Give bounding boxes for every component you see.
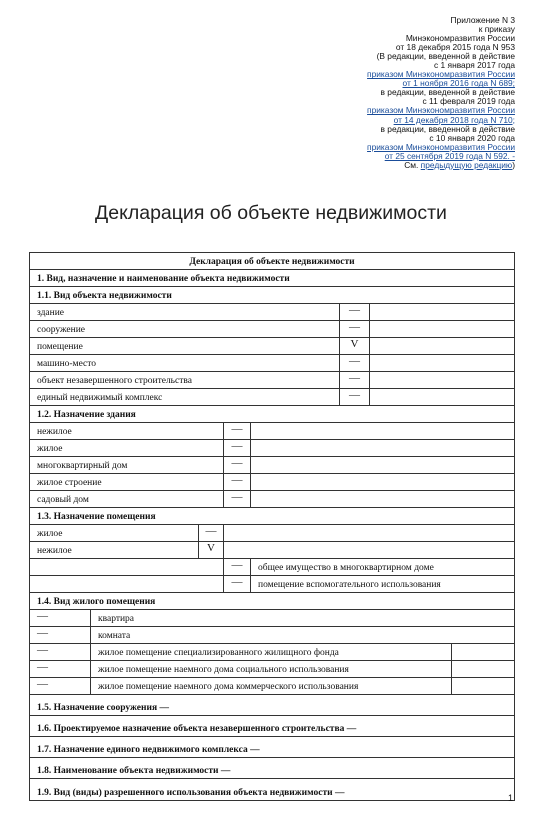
mark-value: — — [349, 372, 360, 384]
mark-cell[interactable] — [223, 423, 250, 439]
empty-cell — [451, 644, 514, 660]
mark-value: V — [350, 338, 359, 350]
empty-cell — [250, 423, 514, 439]
mark-cell[interactable] — [223, 576, 250, 592]
option-label: нежилое — [37, 546, 72, 556]
header-line: (В редакции, введенной в действие — [376, 51, 515, 62]
previous-edition-link[interactable]: предыдущую редакцию — [420, 159, 513, 170]
empty-cell — [223, 542, 514, 558]
empty-cell — [223, 525, 514, 541]
mark-value: — — [205, 525, 217, 537]
option-label: нежилое — [37, 427, 72, 437]
section-row — [30, 270, 514, 287]
option-label: общее имущество в многоквартирном доме — [258, 563, 434, 573]
section-row — [30, 593, 514, 610]
mark-value: — — [231, 576, 243, 588]
mark-value: — — [231, 440, 243, 452]
mark-value: — — [231, 423, 243, 435]
option-label: помещение — [37, 342, 83, 352]
mark-value: — — [37, 644, 48, 656]
order-link[interactable]: от 1 ноября 2016 года N 689; — [402, 78, 515, 89]
mark-value: — — [349, 321, 360, 333]
option-cell — [90, 627, 514, 643]
empty-cell — [369, 304, 514, 320]
section-title: 1.9. Вид (виды) разрешенного использования объекта недвижимости — — [37, 788, 345, 798]
mark-value: — — [349, 389, 360, 401]
table-row — [30, 661, 514, 678]
table-row — [30, 338, 514, 355]
empty-cell — [369, 372, 514, 388]
section-row — [30, 508, 514, 525]
table-row — [30, 423, 514, 440]
section-title: 1.5. Назначение сооружения — — [37, 703, 169, 713]
mark-value: — — [231, 457, 243, 469]
option-label: комната — [98, 631, 131, 641]
header-line: в редакции, введенной в действие — [380, 87, 515, 98]
table-row — [30, 389, 514, 406]
table-row — [30, 542, 514, 559]
table-row — [30, 457, 514, 474]
order-link[interactable]: приказом Минэкономразвития России — [367, 105, 515, 116]
mark-cell[interactable] — [339, 338, 369, 354]
page-title: Декларация об объекте недвижимости — [95, 202, 447, 224]
option-label: сооружение — [37, 325, 86, 335]
mark-cell[interactable] — [223, 491, 250, 507]
table-row — [30, 559, 514, 576]
mark-value: — — [37, 610, 48, 622]
empty-cell — [451, 661, 514, 677]
table-row — [30, 678, 514, 695]
section-title: 1. Вид, назначение и наименование объекта недвижимости — [37, 274, 290, 284]
mark-value: — — [37, 627, 48, 639]
table-title: Декларация об объекте недвижимости — [189, 257, 355, 267]
option-label: объект незавершенного строительства — [37, 376, 192, 386]
option-label: жилое помещение специализированного жилищного фонда — [98, 648, 339, 658]
empty-cell — [250, 491, 514, 507]
section-title: 1.2. Назначение здания — [37, 410, 136, 420]
mark-value: V — [207, 542, 215, 554]
mark-cell[interactable] — [198, 542, 223, 558]
mark-value: — — [231, 491, 243, 503]
empty-cell — [369, 321, 514, 337]
empty-cell — [250, 440, 514, 456]
page-number: 1 — [507, 793, 513, 803]
empty-cell — [250, 457, 514, 473]
mark-value: — — [349, 355, 360, 367]
mark-cell[interactable] — [198, 525, 223, 541]
option-label: единый недвижимый комплекс — [37, 393, 163, 403]
table-row — [30, 491, 514, 508]
option-label: жилое помещение наемного дома коммерческого использования — [98, 682, 359, 692]
mark-cell[interactable] — [223, 457, 250, 473]
option-cell — [90, 644, 451, 660]
section-row — [30, 287, 514, 304]
section-title: 1.3. Назначение помещения — [37, 512, 156, 522]
section-row — [30, 758, 514, 779]
mark-value: — — [37, 661, 48, 673]
option-cell — [90, 678, 451, 694]
section-title: 1.8. Наименование объекта недвижимости — — [37, 766, 231, 776]
header-line: к приказу — [478, 24, 515, 35]
mark-cell[interactable] — [30, 644, 90, 660]
header-line: в редакции, введенной в действие — [380, 123, 515, 134]
mark-cell[interactable] — [30, 678, 90, 694]
sub-option-cell — [250, 576, 514, 592]
table-row — [30, 474, 514, 491]
empty-cell — [369, 355, 514, 371]
option-label: жилое помещение наемного дома социального использования — [98, 665, 349, 675]
section-row — [30, 716, 514, 737]
option-label: машино-место — [37, 359, 97, 369]
mark-cell[interactable] — [30, 627, 90, 643]
table-row — [30, 627, 514, 644]
table-title-row — [30, 253, 514, 270]
sub-option-cell — [250, 559, 514, 575]
mark-cell[interactable] — [339, 372, 369, 388]
option-cell — [90, 610, 514, 626]
mark-value: — — [231, 559, 243, 571]
option-label: жилое строение — [37, 478, 102, 488]
header-line: Приложение N 3 — [450, 15, 515, 25]
section-row — [30, 779, 514, 800]
section-title: 1.7. Назначение единого недвижимого комплекса — — [37, 745, 260, 755]
mark-cell[interactable] — [339, 321, 369, 337]
mark-cell[interactable] — [339, 389, 369, 405]
mark-cell[interactable] — [223, 559, 250, 575]
mark-value: — — [231, 474, 243, 486]
empty-cell — [451, 678, 514, 694]
option-label: квартира — [98, 614, 135, 624]
header-line: с 11 февраля 2019 года — [422, 96, 515, 107]
mark-cell[interactable] — [223, 440, 250, 456]
table-row — [30, 644, 514, 661]
header-line: с 1 января 2017 года — [434, 60, 515, 71]
option-cell — [90, 661, 451, 677]
declaration-table — [29, 252, 515, 801]
order-link[interactable]: приказом Минэкономразвития России — [367, 69, 515, 80]
order-link[interactable]: от 25 сентября 2019 года N 592. - — [384, 150, 515, 161]
table-row — [30, 576, 514, 593]
order-link[interactable]: от 14 декабря 2018 года N 710; — [393, 114, 515, 125]
section-title: 1.4. Вид жилого помещения — [37, 597, 156, 607]
table-row — [30, 355, 514, 372]
order-link[interactable]: приказом Минэкономразвития России — [367, 141, 515, 152]
section-title: 1.6. Проектируемое назначение объекта незавершенного строительства — — [37, 724, 357, 734]
empty-cell — [369, 389, 514, 405]
mark-cell[interactable] — [223, 474, 250, 490]
empty-cell — [250, 474, 514, 490]
mark-cell[interactable] — [30, 610, 90, 626]
option-label: помещение вспомогательного использования — [258, 580, 441, 590]
empty-cell — [369, 338, 514, 354]
mark-cell[interactable] — [30, 661, 90, 677]
appendix-header — [275, 16, 515, 170]
header-line: от 18 декабря 2015 года N 953 — [395, 42, 515, 53]
option-label: многоквартирный дом — [37, 461, 128, 471]
section-title: 1.1. Вид объекта недвижимости — [37, 291, 172, 301]
section-row — [30, 737, 514, 758]
table-row — [30, 372, 514, 389]
section-row — [30, 406, 514, 423]
table-row — [30, 440, 514, 457]
section-row — [30, 695, 514, 716]
option-label: жилое — [37, 444, 63, 454]
table-row — [30, 525, 514, 542]
previous-edition-note: См. предыдущую редакцию) — [404, 159, 515, 170]
table-row — [30, 321, 514, 338]
option-label: здание — [37, 308, 65, 318]
header-line: Минэкономразвития России — [405, 33, 515, 44]
mark-cell[interactable] — [339, 355, 369, 371]
table-row — [30, 610, 514, 627]
option-label: садовый дом — [37, 495, 89, 505]
header-line: с 10 января 2020 года — [429, 132, 515, 143]
option-label: жилое — [37, 529, 63, 539]
mark-value: — — [37, 678, 48, 690]
table-row — [30, 304, 514, 321]
mark-value: — — [349, 304, 360, 316]
mark-cell[interactable] — [339, 304, 369, 320]
